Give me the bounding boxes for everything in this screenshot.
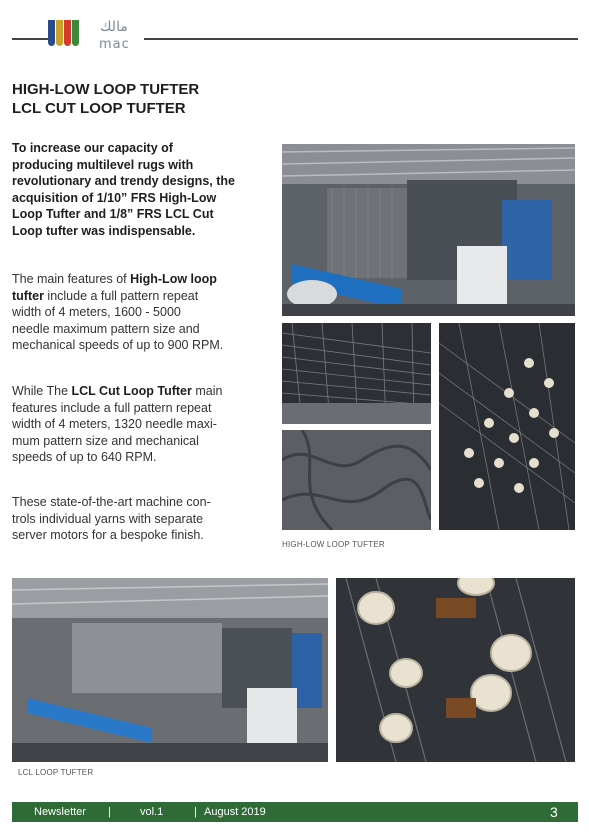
text-line: mechanical speeds of up to 900 RPM. bbox=[12, 338, 224, 352]
text-line: mum pattern size and mechanical bbox=[12, 433, 199, 448]
intro-line: Loop tufter was indispensable. bbox=[12, 223, 196, 238]
closing-paragraph bbox=[12, 494, 274, 544]
text-line: width of 4 meters, 1320 needle maxi- bbox=[12, 417, 217, 431]
text-line: trols individual yarns with separate bbox=[12, 511, 204, 526]
text-run: The main features of bbox=[12, 272, 131, 286]
lcl-tufter-factory-photo bbox=[12, 578, 328, 762]
page-title bbox=[12, 80, 199, 118]
features-paragraph-high-low bbox=[12, 271, 274, 354]
footer-date: August 2019 bbox=[204, 806, 266, 818]
logo-arabic-text: مالك bbox=[100, 19, 128, 35]
needle-spools-closeup-photo bbox=[439, 323, 575, 530]
lcl-photo-caption: LCL LOOP TUFTER bbox=[18, 768, 94, 777]
logo-latin-text: mac bbox=[99, 37, 130, 52]
bold-run: LCL Cut Loop Tufter bbox=[71, 384, 192, 398]
text-line: server motors for a bespoke finish. bbox=[12, 528, 204, 542]
text-run: While The bbox=[12, 384, 72, 398]
text-line: features include a full pattern repeat bbox=[12, 400, 212, 415]
footer-newsletter-label: Newsletter bbox=[34, 806, 86, 818]
intro-line: revolutionary and trendy designs, the bbox=[12, 174, 235, 188]
bold-run: tufter bbox=[12, 288, 44, 303]
header-rule-right bbox=[144, 38, 578, 40]
text-run: include a full pattern repeat bbox=[43, 288, 199, 303]
intro-line: Loop Tufter and 1/8” FRS LCL Cut bbox=[12, 207, 214, 221]
carpet-texture-photo bbox=[282, 430, 431, 530]
logo-mark bbox=[48, 20, 82, 48]
page-number: 3 bbox=[550, 804, 558, 820]
text-line: needle maximum pattern size and bbox=[12, 321, 200, 336]
high-low-photo-caption: HIGH-LOW LOOP TUFTER bbox=[282, 540, 385, 549]
bold-run: High-Low loop bbox=[130, 272, 217, 286]
intro-line: producing multilevel rugs with bbox=[12, 157, 194, 172]
footer-divider: | bbox=[108, 806, 111, 818]
text-run: main bbox=[191, 384, 223, 398]
text-line: These state-of-the-art machine con- bbox=[12, 495, 211, 509]
footer-divider: | bbox=[194, 806, 197, 818]
features-paragraph-lcl bbox=[12, 383, 274, 466]
footer-volume: vol.1 bbox=[140, 806, 164, 818]
high-low-tufter-factory-photo bbox=[282, 144, 575, 316]
intro-line: To increase our capacity of bbox=[12, 141, 173, 155]
footer-bar bbox=[12, 802, 578, 822]
yarn-spools-closeup-photo bbox=[336, 578, 575, 762]
intro-line: acquisition of 1/10” FRS High-Low bbox=[12, 190, 217, 205]
text-line: speeds of up to 640 RPM. bbox=[12, 450, 157, 464]
yarn-threads-closeup-photo bbox=[282, 323, 431, 424]
text-line: width of 4 meters, 1600 - 5000 bbox=[12, 305, 181, 319]
title-line-2: LCL CUT LOOP TUFTER bbox=[12, 100, 186, 117]
header-rule-left bbox=[12, 38, 52, 40]
title-line-1: HIGH-LOW LOOP TUFTER bbox=[12, 81, 200, 98]
intro-paragraph bbox=[12, 140, 274, 239]
